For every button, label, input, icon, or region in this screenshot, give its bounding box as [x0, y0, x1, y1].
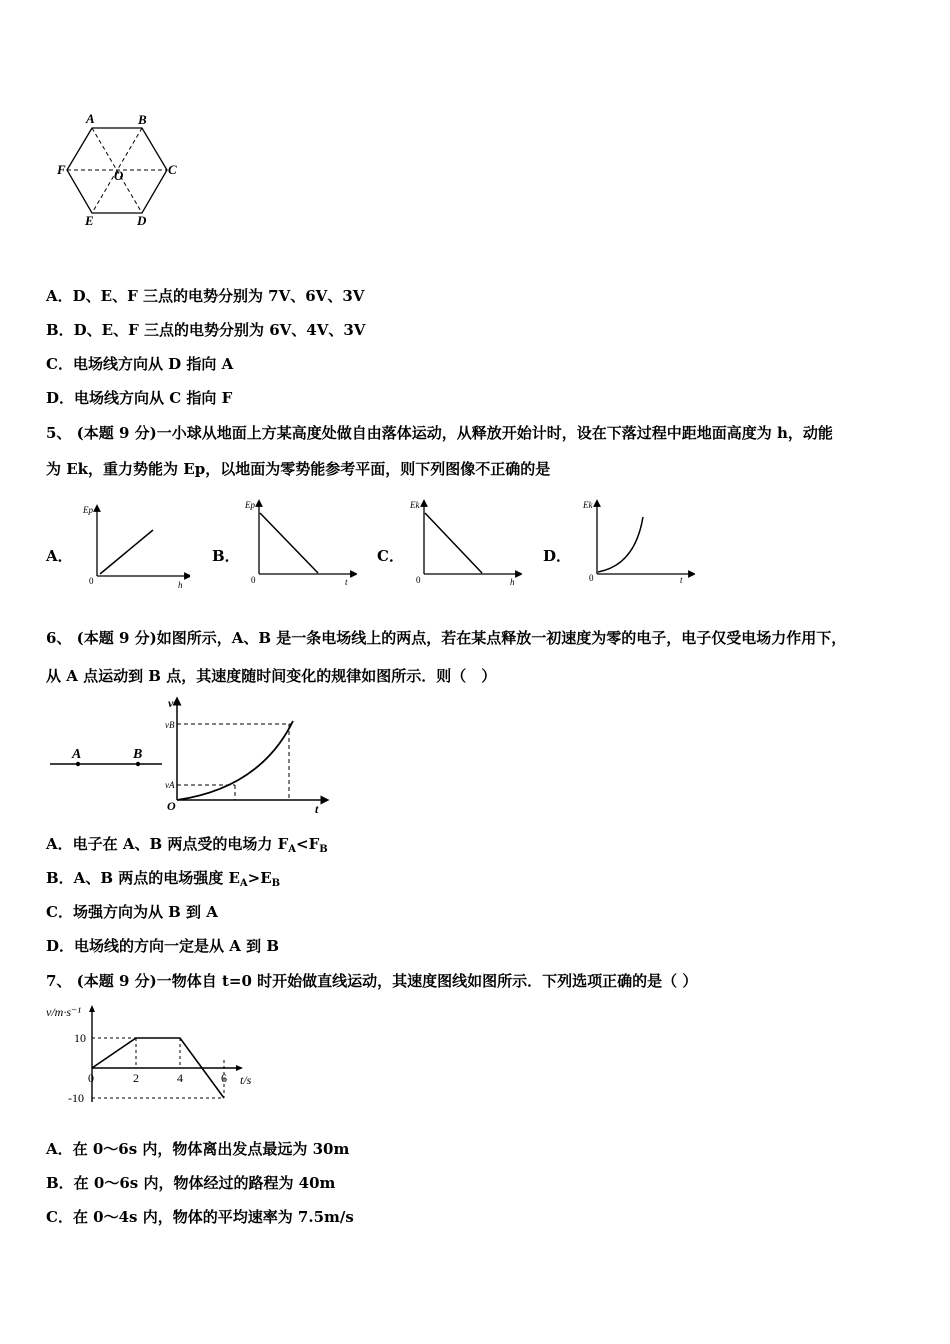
hex-label-o: O	[114, 168, 124, 183]
q5-graph-c	[407, 495, 522, 590]
q5c-origin: 0	[416, 575, 421, 585]
q5a-origin: 0	[89, 576, 94, 586]
q6-stem-line2: 从 A 点运动到 B 点，其速度随时间变化的规律如图所示．则（ ）	[46, 667, 497, 685]
q6-vt-va-label: vA	[165, 780, 175, 790]
q6-field-line-figure	[46, 740, 166, 780]
q6-vt-origin: O	[167, 799, 176, 813]
q5-graph-d	[580, 495, 695, 590]
hex-label-b: B	[138, 112, 147, 127]
q5b-xlabel: t	[345, 577, 348, 587]
q5-stem-line2: 为 Ek，重力势能为 Ep，以地面为零势能参考平面，则下列图像不正确的是	[46, 460, 551, 478]
q7-xtick-label: 6	[221, 1071, 227, 1085]
q7-ylabel: v/m·s⁻¹	[46, 1005, 81, 1019]
q7-xtick-label: 4	[177, 1071, 183, 1085]
q7-ytick-label: -10	[68, 1091, 84, 1105]
q5d-origin: 0	[589, 573, 594, 583]
q7-ytick-label: 10	[74, 1031, 86, 1045]
q5b-ylabel: Ep	[245, 500, 255, 510]
q5b-origin: 0	[251, 575, 256, 585]
q6-vt-xlabel: t	[315, 802, 319, 816]
hex-label-c: C	[168, 162, 177, 177]
q6-vt-vb-label: vB	[165, 720, 175, 730]
q6-option-b: B．A、B 两点的电场强度 $E_A>E_B$	[46, 869, 281, 889]
hex-label-a: A	[86, 111, 95, 126]
q6-point-a-label: A	[72, 747, 82, 762]
q6-vt-graph	[165, 693, 335, 818]
q6-option-a: A．电子在 A、B 两点受的电场力 $F_A<F_B$	[46, 835, 328, 855]
q7-option-a: A．在 0～6s 内，物体离出发点最远为 30m	[46, 1140, 350, 1158]
q4-option-c: C．电场线方向从 D 指向 A	[46, 355, 234, 373]
q7-x-arrow	[236, 1065, 243, 1071]
q4-option-b: B．D、E、F 三点的电势分别为 6V、4V、3V	[46, 321, 366, 339]
q4-option-a: A．D、E、F 三点的电势分别为 7V、6V、3V	[46, 287, 365, 305]
q7-y-arrow	[89, 1005, 95, 1012]
q5c-ylabel: Ek	[410, 500, 420, 510]
q5-graph-a-label: A．	[46, 547, 73, 565]
q6-point-b-label: B	[133, 747, 143, 762]
hexagon-figure	[52, 108, 192, 233]
q5a-xlabel: h	[178, 580, 183, 590]
q7-xlabel: t/s	[240, 1073, 252, 1087]
q5-graph-a	[80, 500, 190, 590]
hex-label-d: D	[137, 213, 147, 228]
q6-option-c: C．场强方向为从 B 到 A	[46, 903, 218, 921]
q4-option-d: D．电场线方向从 C 指向 F	[46, 389, 233, 407]
q6-stem-line1: 6、 (本题 9 分)如图所示，A、B 是一条电场线上的两点，若在某点释放一初速度为零的电子，电子仅受电场力作用下，	[46, 629, 847, 647]
hex-label-e: E	[85, 213, 94, 228]
q5-stem-line1: 5、 (本题 9 分)一小球从地面上方某高度处做自由落体运动，从释放开始计时，设在下落过程中距地面高度为 h，动能	[46, 424, 833, 442]
q5-graph-d-label: D．	[543, 547, 572, 565]
q5d-ylabel: Ek	[583, 500, 593, 510]
q7-option-c: C．在 0～4s 内，物体的平均速率为 7.5m/s	[46, 1208, 354, 1226]
q7-stem-line1: 7、 (本题 9 分)一物体自 t=0 时开始做直线运动，其速度图线如图所示．下列选项正确的是（ ）	[46, 972, 698, 990]
q6-vt-ylabel: v	[168, 696, 174, 710]
q5-graph-b	[242, 495, 357, 590]
q6-option-d: D．电场线的方向一定是从 A 到 B	[46, 937, 279, 955]
q5-graph-b-label: B．	[212, 547, 240, 565]
q7-xtick-label: 2	[133, 1071, 139, 1085]
hex-label-f: F	[57, 162, 66, 177]
q7-xtick-label: 0	[88, 1071, 94, 1085]
q5a-ylabel: Ep	[83, 505, 93, 515]
q7-velocity-chart	[44, 1000, 274, 1115]
q5c-xlabel: h	[510, 577, 515, 587]
q5d-xlabel: t	[680, 575, 683, 585]
q7-option-b: B．在 0～6s 内，物体经过的路程为 40m	[46, 1174, 336, 1192]
q5-graph-c-label: C．	[377, 547, 404, 565]
